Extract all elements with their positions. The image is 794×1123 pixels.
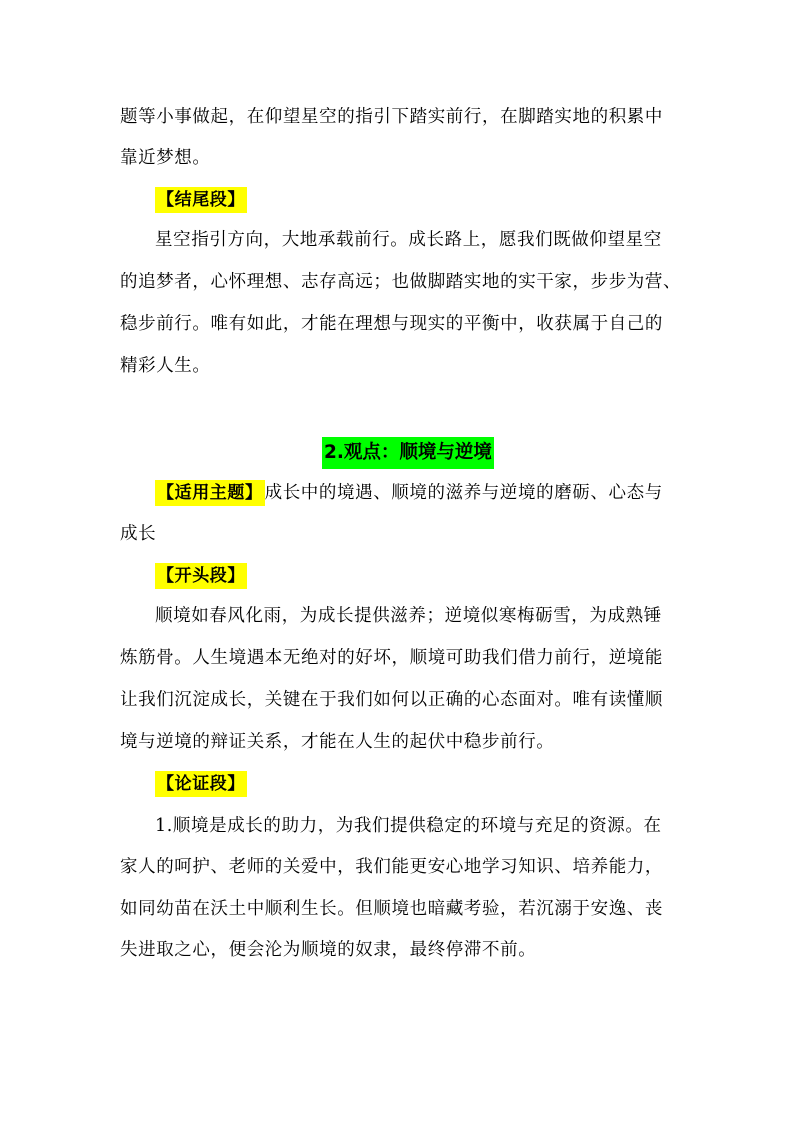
- body-text-line: 炼筋骨。人生境遇本无绝对的好坏，顺境可助我们借力前行，逆境能: [120, 648, 663, 668]
- section-heading: 2.观点：顺境与逆境: [322, 437, 494, 469]
- body-text-line: 题等小事做起，在仰望星空的指引下踏实前行，在脚踏实地的积累中: [120, 107, 663, 127]
- ending-section-label: [155, 187, 680, 213]
- body-text-line: 1.顺境是成长的助力，为我们提供稳定的环境与充足的资源。在: [155, 816, 662, 836]
- theme-tag: 【适用主题】: [155, 480, 265, 506]
- body-text-line: 境与逆境的辩证关系，才能在人生的起伏中稳步前行。: [120, 732, 555, 752]
- body-text-line: 顺境如春风化雨，为成长提供滋养；逆境似寒梅砺雪，为成熟锤: [155, 606, 662, 626]
- body-text-line: 稳步前行。唯有如此，才能在理想与现实的平衡中，收获属于自己的: [120, 314, 663, 334]
- theme-line: [155, 480, 680, 506]
- body-text-line: 家人的呵护、老师的关爱中，我们能更安心地学习知识、培养能力，: [120, 857, 663, 877]
- theme-text: 成长中的境遇、顺境的滋养与逆境的磨砺、心态与: [264, 483, 663, 503]
- opening-tag: 【开头段】: [155, 563, 247, 589]
- body-text-line: 失进取之心，便会沦为顺境的奴隶，最终停滞不前。: [120, 940, 537, 960]
- body-text-line: 成长: [120, 524, 157, 544]
- body-text-line: 星空指引方向，大地承载前行。成长路上，愿我们既做仰望星空: [155, 230, 662, 250]
- body-text-line: 让我们沉淀成长，关键在于我们如何以正确的心态面对。唯有读懂顺: [120, 690, 663, 710]
- body-text-line: 靠近梦想。: [120, 148, 211, 168]
- body-text-line: 的追梦者，心怀理想、志存高远；也做脚踏实地的实干家，步步为营、: [120, 272, 682, 292]
- ending-tag: 【结尾段】: [155, 187, 247, 213]
- opening-section-label: [155, 563, 680, 589]
- argument-section-label: [155, 771, 680, 797]
- body-text-line: 如同幼苗在沃土中顺利生长。但顺境也暗藏考验，若沉溺于安逸、丧: [120, 899, 663, 919]
- argument-tag: 【论证段】: [155, 771, 247, 797]
- body-text-line: 精彩人生。: [120, 356, 211, 376]
